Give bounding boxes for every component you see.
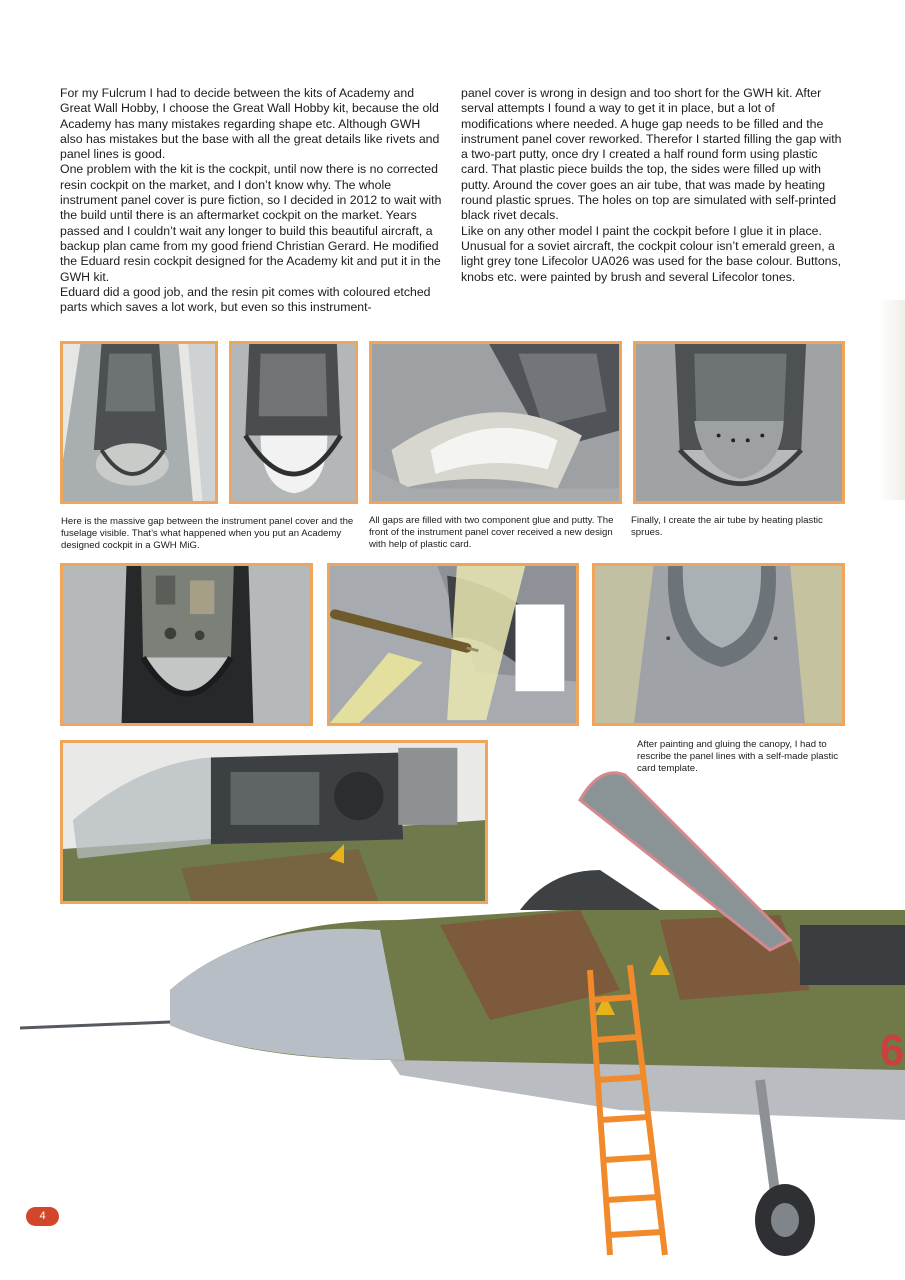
hero-aircraft-photo — [20, 760, 905, 1260]
article-column-left — [60, 86, 442, 315]
page-edge-shadow — [879, 300, 905, 500]
aircraft-number-marking: 6 — [880, 1026, 905, 1075]
paragraph: panel cover is wrong in design and too short for the GWH kit. After serval attempts I found a way to get it in place, but a lot of modifications where needed. A huge gap needs to be filled and the instrument panel cover reworked. Therefor I started filling the gap with a two-part putty, once dry I created a half round form using plastic card. That plastic piece builds the top, the sides were filled up with putty. Around the cover goes an air tube, that was made by heating round plastic sprues. The holes on top are simulated with self-printed black rivet decals. — [461, 86, 842, 223]
photo-canopy-glued — [592, 563, 845, 726]
photo-painted-cockpit — [60, 563, 313, 726]
caption-canopy: After painting and gluing the canopy, I had to rescribe the panel lines with a self-made plastic card template. — [637, 739, 839, 774]
paragraph: Eduard did a good job, and the resin pit comes with coloured etched parts which saves a lot work, but even so this instrument- — [60, 284, 431, 315]
paragraph: Like on any other model I paint the cockpit before I glue it in place. Unusual for a soviet aircraft, the cockpit colour isn’t emerald green, a light grey tone Lifecolor UA026 was used for the base colour. Buttons, knobs etc. were painted by brush and several Lifecolor tones. — [461, 223, 842, 284]
photo-cockpit-gap-close — [229, 341, 358, 504]
caption-filled: All gaps are filled with two component glue and putty. The front of the instrument panel cover received a new design with help of plastic card. — [369, 515, 614, 550]
paragraph: For my Fulcrum I had to decide between the kits of Academy and Great Wall Hobby, I choose the Great Wall Hobby kit, because the old Academy has many mistakes regarding shape etc. Although GWH also has mistakes but the base with all the great details like rivets and panel lines is good. — [60, 86, 440, 162]
photo-putty-filled — [369, 341, 622, 504]
page-number-badge: 4 — [26, 1207, 59, 1226]
paragraph: One problem with the kit is the cockpit, until now there is no corrected resin cockpit on the market, and I don’t know why. The whole instrument panel cover is pure fiction, so I decided in 2012 to wait with the build until there is an aftermarket cockpit on the market. Years passed and I couldn’t wait any longer to build this beautiful aircraft, a backup plan came from my good friend Christian Gerard. He modified the Eduard resin cockpit designed for the Academy kit and put it in the GWH kit. — [60, 162, 442, 284]
caption-gap: Here is the massive gap between the instrument panel cover and the fuselage visible. That’s what happened when you put an Academy designed cockpit in a GWH MiG. — [61, 516, 354, 551]
article-column-right — [461, 86, 845, 285]
caption-air-tube: Finally, I create the air tube by heating plastic sprues. — [631, 515, 823, 538]
photo-rescribing-panel-lines — [327, 563, 579, 726]
photo-air-tube — [633, 341, 845, 504]
photo-cockpit-gap-wide — [60, 341, 218, 504]
